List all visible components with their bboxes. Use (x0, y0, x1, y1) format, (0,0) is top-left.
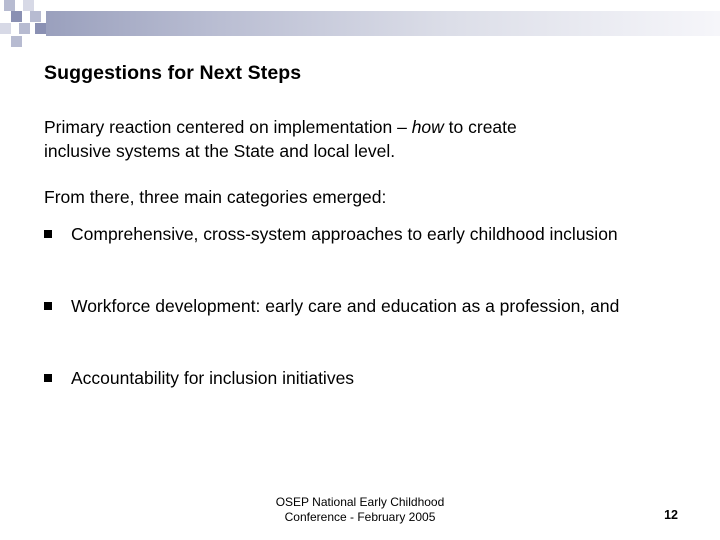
intro-paragraph (44, 115, 517, 163)
bullet-text: Accountability for inclusion initiatives (71, 368, 355, 388)
footer-line-2: Conference - February 2005 (284, 510, 436, 524)
decor-square (11, 36, 22, 47)
intro-text-before: Primary reaction centered on implementation – (44, 117, 412, 137)
square-bullet-icon (44, 230, 52, 238)
intro-line-1 (44, 115, 517, 139)
decor-square (30, 11, 41, 22)
decor-square (35, 23, 46, 34)
page-number: 12 (664, 508, 678, 522)
header-decoration (0, 0, 720, 48)
slide-title: Suggestions for Next Steps (44, 62, 302, 84)
intro-text-after: to create (443, 117, 517, 137)
square-bullet-icon (44, 302, 52, 310)
decor-square (0, 23, 11, 34)
header-gradient-bar (46, 11, 720, 36)
bullet-text: Comprehensive, cross-system approaches to early childhood inclusion (71, 224, 618, 244)
intro-emphasis: how (411, 117, 444, 137)
square-bullet-icon (44, 374, 52, 382)
bullet-text: Workforce development: early care and education as a profession, and (71, 296, 620, 316)
decor-square (11, 11, 22, 22)
slide-footer (240, 495, 480, 525)
footer-line-1: OSEP National Early Childhood (275, 495, 445, 509)
categories-lead: From there, three main categories emerged: (44, 187, 387, 207)
intro-line-2: inclusive systems at the State and local level. (44, 141, 396, 161)
decor-square (4, 0, 15, 11)
decor-square (23, 0, 34, 11)
decor-square (19, 23, 30, 34)
